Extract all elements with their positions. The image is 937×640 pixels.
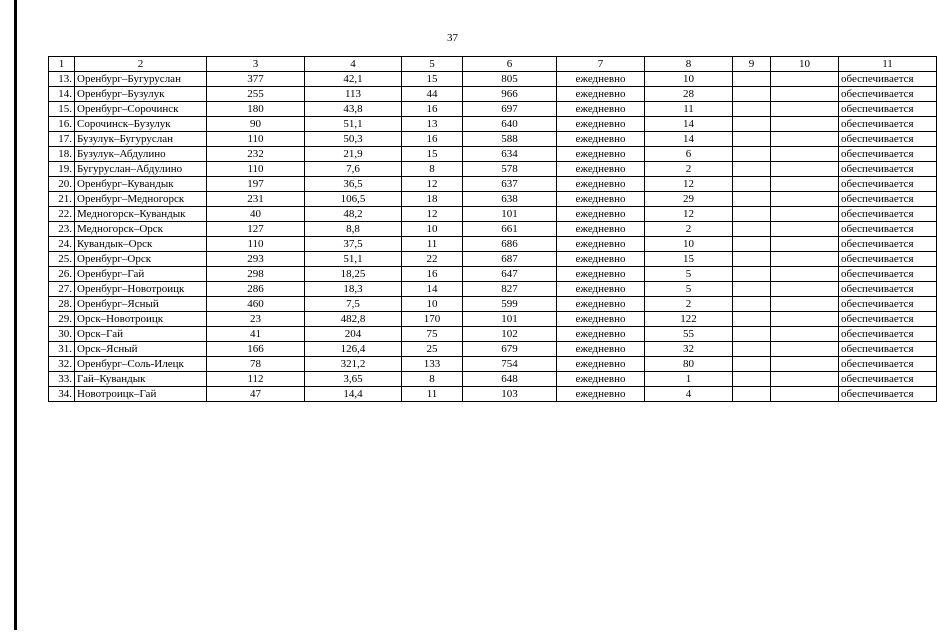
header-cell: 9 [733, 57, 771, 72]
row-number-cell: 18. [49, 147, 75, 162]
frequency-cell: ежедневно [557, 102, 645, 117]
col-4-cell: 37,5 [305, 237, 402, 252]
frequency-cell: ежедневно [557, 207, 645, 222]
route-table [48, 56, 937, 402]
status-cell: обеспечивается [839, 177, 937, 192]
col-9-cell [733, 192, 771, 207]
col-5-cell: 15 [402, 147, 463, 162]
col-9-cell [733, 72, 771, 87]
col-10-cell [771, 252, 839, 267]
row-number-cell: 30. [49, 327, 75, 342]
frequency-cell: ежедневно [557, 237, 645, 252]
col-3-cell: 47 [207, 387, 305, 402]
status-cell: обеспечивается [839, 192, 937, 207]
table-row [49, 252, 937, 267]
table-row [49, 162, 937, 177]
col-6-cell: 103 [463, 387, 557, 402]
header-cell: 2 [75, 57, 207, 72]
col-5-cell: 10 [402, 222, 463, 237]
col-4-cell: 43,8 [305, 102, 402, 117]
frequency-cell: ежедневно [557, 267, 645, 282]
col-5-cell: 8 [402, 162, 463, 177]
col-6-cell: 648 [463, 372, 557, 387]
route-name-cell: Оренбург–Ясный [75, 297, 207, 312]
col-5-cell: 11 [402, 237, 463, 252]
col-4-cell: 18,25 [305, 267, 402, 282]
col-4-cell: 106,5 [305, 192, 402, 207]
col-6-cell: 686 [463, 237, 557, 252]
status-cell: обеспечивается [839, 207, 937, 222]
col-5-cell: 13 [402, 117, 463, 132]
col-9-cell [733, 282, 771, 297]
col-6-cell: 640 [463, 117, 557, 132]
route-name-cell: Орск–Гай [75, 327, 207, 342]
row-number-cell: 27. [49, 282, 75, 297]
col-9-cell [733, 312, 771, 327]
col-9-cell [733, 177, 771, 192]
frequency-cell: ежедневно [557, 222, 645, 237]
col-3-cell: 110 [207, 162, 305, 177]
col-8-cell: 10 [645, 72, 733, 87]
table-row [49, 357, 937, 372]
col-5-cell: 25 [402, 342, 463, 357]
row-number-cell: 31. [49, 342, 75, 357]
status-cell: обеспечивается [839, 357, 937, 372]
status-cell: обеспечивается [839, 237, 937, 252]
col-6-cell: 102 [463, 327, 557, 342]
col-5-cell: 133 [402, 357, 463, 372]
route-name-cell: Оренбург–Соль-Илецк [75, 357, 207, 372]
col-8-cell: 6 [645, 147, 733, 162]
col-8-cell: 1 [645, 372, 733, 387]
col-9-cell [733, 342, 771, 357]
frequency-cell: ежедневно [557, 162, 645, 177]
col-5-cell: 10 [402, 297, 463, 312]
col-10-cell [771, 282, 839, 297]
status-cell: обеспечивается [839, 297, 937, 312]
col-6-cell: 638 [463, 192, 557, 207]
row-number-cell: 34. [49, 387, 75, 402]
col-6-cell: 101 [463, 312, 557, 327]
frequency-cell: ежедневно [557, 327, 645, 342]
col-10-cell [771, 117, 839, 132]
header-cell: 5 [402, 57, 463, 72]
route-name-cell: Оренбург–Новотроицк [75, 282, 207, 297]
table-row [49, 207, 937, 222]
row-number-cell: 23. [49, 222, 75, 237]
col-8-cell: 10 [645, 237, 733, 252]
table-row [49, 192, 937, 207]
row-number-cell: 20. [49, 177, 75, 192]
route-name-cell: Бузулук–Абдулино [75, 147, 207, 162]
col-8-cell: 2 [645, 222, 733, 237]
row-number-cell: 21. [49, 192, 75, 207]
table-row [49, 312, 937, 327]
frequency-cell: ежедневно [557, 72, 645, 87]
col-9-cell [733, 117, 771, 132]
col-4-cell: 321,2 [305, 357, 402, 372]
col-4-cell: 51,1 [305, 252, 402, 267]
col-5-cell: 12 [402, 177, 463, 192]
col-4-cell: 126,4 [305, 342, 402, 357]
col-4-cell: 50,3 [305, 132, 402, 147]
col-10-cell [771, 177, 839, 192]
col-8-cell: 4 [645, 387, 733, 402]
table-row [49, 117, 937, 132]
col-9-cell [733, 327, 771, 342]
col-4-cell: 36,5 [305, 177, 402, 192]
table-row [49, 372, 937, 387]
col-4-cell: 204 [305, 327, 402, 342]
header-cell: 10 [771, 57, 839, 72]
col-8-cell: 15 [645, 252, 733, 267]
col-8-cell: 2 [645, 162, 733, 177]
route-name-cell: Оренбург–Кувандык [75, 177, 207, 192]
row-number-cell: 32. [49, 357, 75, 372]
route-name-cell: Бугуруслан–Абдулино [75, 162, 207, 177]
col-3-cell: 255 [207, 87, 305, 102]
status-cell: обеспечивается [839, 342, 937, 357]
col-3-cell: 41 [207, 327, 305, 342]
col-5-cell: 16 [402, 267, 463, 282]
col-5-cell: 11 [402, 387, 463, 402]
frequency-cell: ежедневно [557, 312, 645, 327]
col-6-cell: 647 [463, 267, 557, 282]
col-6-cell: 966 [463, 87, 557, 102]
col-10-cell [771, 147, 839, 162]
col-9-cell [733, 297, 771, 312]
col-5-cell: 18 [402, 192, 463, 207]
col-9-cell [733, 237, 771, 252]
status-cell: обеспечивается [839, 372, 937, 387]
col-6-cell: 679 [463, 342, 557, 357]
header-cell: 1 [49, 57, 75, 72]
col-6-cell: 697 [463, 102, 557, 117]
status-cell: обеспечивается [839, 252, 937, 267]
col-9-cell [733, 162, 771, 177]
col-10-cell [771, 267, 839, 282]
col-5-cell: 16 [402, 132, 463, 147]
col-6-cell: 687 [463, 252, 557, 267]
col-6-cell: 661 [463, 222, 557, 237]
frequency-cell: ежедневно [557, 282, 645, 297]
frequency-cell: ежедневно [557, 372, 645, 387]
table-row [49, 267, 937, 282]
table-row [49, 327, 937, 342]
col-3-cell: 110 [207, 132, 305, 147]
col-8-cell: 5 [645, 267, 733, 282]
table-row [49, 222, 937, 237]
col-3-cell: 286 [207, 282, 305, 297]
row-number-cell: 19. [49, 162, 75, 177]
col-10-cell [771, 342, 839, 357]
col-5-cell: 44 [402, 87, 463, 102]
route-name-cell: Орск–Ясный [75, 342, 207, 357]
route-name-cell: Орск–Новотроицк [75, 312, 207, 327]
status-cell: обеспечивается [839, 327, 937, 342]
col-10-cell [771, 222, 839, 237]
route-name-cell: Бузулук–Бугуруслан [75, 132, 207, 147]
row-number-cell: 17. [49, 132, 75, 147]
col-8-cell: 122 [645, 312, 733, 327]
col-5-cell: 75 [402, 327, 463, 342]
col-3-cell: 197 [207, 177, 305, 192]
col-3-cell: 231 [207, 192, 305, 207]
table-row [49, 387, 937, 402]
col-3-cell: 90 [207, 117, 305, 132]
frequency-cell: ежедневно [557, 87, 645, 102]
row-number-cell: 33. [49, 372, 75, 387]
col-8-cell: 11 [645, 102, 733, 117]
col-3-cell: 232 [207, 147, 305, 162]
frequency-cell: ежедневно [557, 387, 645, 402]
col-6-cell: 634 [463, 147, 557, 162]
route-name-cell: Новотроицк–Гай [75, 387, 207, 402]
status-cell: обеспечивается [839, 132, 937, 147]
col-8-cell: 12 [645, 177, 733, 192]
col-3-cell: 127 [207, 222, 305, 237]
col-8-cell: 5 [645, 282, 733, 297]
col-8-cell: 14 [645, 117, 733, 132]
table-row [49, 147, 937, 162]
col-6-cell: 754 [463, 357, 557, 372]
route-name-cell: Медногорск–Орск [75, 222, 207, 237]
frequency-cell: ежедневно [557, 132, 645, 147]
frequency-cell: ежедневно [557, 342, 645, 357]
col-10-cell [771, 387, 839, 402]
route-name-cell: Гай–Кувандык [75, 372, 207, 387]
col-10-cell [771, 297, 839, 312]
col-10-cell [771, 372, 839, 387]
route-name-cell: Оренбург–Бузулук [75, 87, 207, 102]
col-4-cell: 48,2 [305, 207, 402, 222]
row-number-cell: 22. [49, 207, 75, 222]
header-cell: 11 [839, 57, 937, 72]
col-9-cell [733, 387, 771, 402]
col-5-cell: 12 [402, 207, 463, 222]
col-6-cell: 805 [463, 72, 557, 87]
page-number: 37 [447, 32, 458, 44]
col-5-cell: 16 [402, 102, 463, 117]
col-8-cell: 28 [645, 87, 733, 102]
col-10-cell [771, 312, 839, 327]
header-row [49, 57, 937, 72]
route-name-cell: Оренбург–Медногорск [75, 192, 207, 207]
col-10-cell [771, 192, 839, 207]
col-4-cell: 8,8 [305, 222, 402, 237]
row-number-cell: 29. [49, 312, 75, 327]
col-8-cell: 2 [645, 297, 733, 312]
col-3-cell: 293 [207, 252, 305, 267]
col-3-cell: 110 [207, 237, 305, 252]
col-10-cell [771, 132, 839, 147]
route-name-cell: Оренбург–Сорочинск [75, 102, 207, 117]
header-cell: 6 [463, 57, 557, 72]
header-cell: 4 [305, 57, 402, 72]
table-row [49, 102, 937, 117]
row-number-cell: 24. [49, 237, 75, 252]
col-10-cell [771, 357, 839, 372]
status-cell: обеспечивается [839, 117, 937, 132]
table-row [49, 177, 937, 192]
table-body [49, 72, 937, 402]
route-name-cell: Оренбург–Бугуруслан [75, 72, 207, 87]
col-5-cell: 22 [402, 252, 463, 267]
col-10-cell [771, 102, 839, 117]
table-row [49, 297, 937, 312]
col-9-cell [733, 372, 771, 387]
status-cell: обеспечивается [839, 87, 937, 102]
frequency-cell: ежедневно [557, 357, 645, 372]
table-row [49, 132, 937, 147]
col-9-cell [733, 267, 771, 282]
header-cell: 7 [557, 57, 645, 72]
frequency-cell: ежедневно [557, 192, 645, 207]
frequency-cell: ежедневно [557, 147, 645, 162]
row-number-cell: 16. [49, 117, 75, 132]
col-3-cell: 377 [207, 72, 305, 87]
col-3-cell: 40 [207, 207, 305, 222]
col-3-cell: 166 [207, 342, 305, 357]
status-cell: обеспечивается [839, 387, 937, 402]
header-cell: 8 [645, 57, 733, 72]
col-9-cell [733, 252, 771, 267]
col-6-cell: 588 [463, 132, 557, 147]
frequency-cell: ежедневно [557, 177, 645, 192]
col-4-cell: 482,8 [305, 312, 402, 327]
col-6-cell: 578 [463, 162, 557, 177]
col-4-cell: 14,4 [305, 387, 402, 402]
col-4-cell: 21,9 [305, 147, 402, 162]
header-cell: 3 [207, 57, 305, 72]
frequency-cell: ежедневно [557, 297, 645, 312]
col-8-cell: 29 [645, 192, 733, 207]
route-name-cell: Кувандык–Орск [75, 237, 207, 252]
status-cell: обеспечивается [839, 102, 937, 117]
col-10-cell [771, 237, 839, 252]
table-row [49, 87, 937, 102]
col-10-cell [771, 162, 839, 177]
col-8-cell: 14 [645, 132, 733, 147]
row-number-cell: 25. [49, 252, 75, 267]
col-3-cell: 180 [207, 102, 305, 117]
col-5-cell: 14 [402, 282, 463, 297]
col-8-cell: 32 [645, 342, 733, 357]
col-5-cell: 15 [402, 72, 463, 87]
route-name-cell: Медногорск–Кувандык [75, 207, 207, 222]
frequency-cell: ежедневно [557, 252, 645, 267]
left-margin-rule [14, 0, 17, 630]
status-cell: обеспечивается [839, 222, 937, 237]
col-4-cell: 42,1 [305, 72, 402, 87]
route-name-cell: Сорочинск–Бузулук [75, 117, 207, 132]
col-3-cell: 23 [207, 312, 305, 327]
col-8-cell: 55 [645, 327, 733, 342]
col-4-cell: 18,3 [305, 282, 402, 297]
col-9-cell [733, 357, 771, 372]
col-10-cell [771, 72, 839, 87]
col-5-cell: 8 [402, 372, 463, 387]
col-8-cell: 80 [645, 357, 733, 372]
table-header [49, 57, 937, 72]
col-9-cell [733, 87, 771, 102]
col-9-cell [733, 102, 771, 117]
row-number-cell: 13. [49, 72, 75, 87]
col-3-cell: 298 [207, 267, 305, 282]
col-5-cell: 170 [402, 312, 463, 327]
col-10-cell [771, 87, 839, 102]
col-4-cell: 7,5 [305, 297, 402, 312]
col-3-cell: 112 [207, 372, 305, 387]
row-number-cell: 14. [49, 87, 75, 102]
table-row [49, 282, 937, 297]
status-cell: обеспечивается [839, 72, 937, 87]
col-9-cell [733, 132, 771, 147]
col-4-cell: 113 [305, 87, 402, 102]
route-name-cell: Оренбург–Орск [75, 252, 207, 267]
col-4-cell: 7,6 [305, 162, 402, 177]
route-name-cell: Оренбург–Гай [75, 267, 207, 282]
col-9-cell [733, 147, 771, 162]
status-cell: обеспечивается [839, 282, 937, 297]
status-cell: обеспечивается [839, 162, 937, 177]
col-9-cell [733, 207, 771, 222]
col-4-cell: 51,1 [305, 117, 402, 132]
frequency-cell: ежедневно [557, 117, 645, 132]
row-number-cell: 26. [49, 267, 75, 282]
status-cell: обеспечивается [839, 147, 937, 162]
col-4-cell: 3,65 [305, 372, 402, 387]
col-6-cell: 637 [463, 177, 557, 192]
col-6-cell: 599 [463, 297, 557, 312]
status-cell: обеспечивается [839, 312, 937, 327]
col-3-cell: 78 [207, 357, 305, 372]
col-3-cell: 460 [207, 297, 305, 312]
col-9-cell [733, 222, 771, 237]
col-6-cell: 827 [463, 282, 557, 297]
table-row [49, 342, 937, 357]
row-number-cell: 28. [49, 297, 75, 312]
col-8-cell: 12 [645, 207, 733, 222]
table-row [49, 72, 937, 87]
table-row [49, 237, 937, 252]
status-cell: обеспечивается [839, 267, 937, 282]
col-10-cell [771, 327, 839, 342]
col-6-cell: 101 [463, 207, 557, 222]
row-number-cell: 15. [49, 102, 75, 117]
col-10-cell [771, 207, 839, 222]
